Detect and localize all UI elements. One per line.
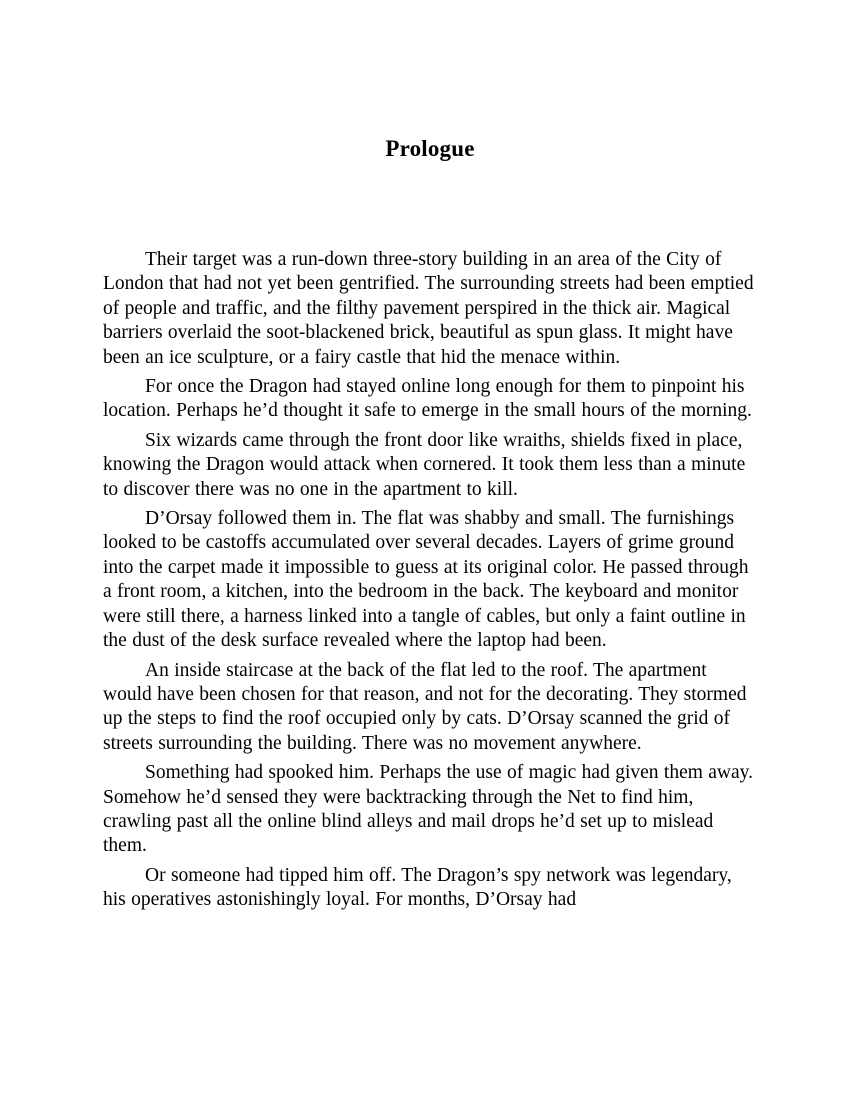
- paragraph: Their target was a run-down three-story building in an area of the City of London that had not yet been gentrified. The surrounding streets had been emptied of people and traffic, and the filthy pavement perspired in the thick air. Magical barriers overlaid the soot-blackened brick, beautiful as spun glass. It might have been an ice sculpture, or a fairy castle that hid the menace within.: [103, 249, 754, 368]
- paragraph: Something had spooked him. Perhaps the use of magic had given them away. Somehow he’d sensed they were backtracking through the Net to find him, crawling past all the online blind alleys and mail drops he’d set up to mislead them.: [103, 762, 754, 857]
- paragraph: For once the Dragon had stayed online long enough for them to pinpoint his location. Perhaps he’d thought it safe to emerge in the small hours of the morning.: [103, 376, 752, 422]
- chapter-title: Prologue: [385, 136, 475, 161]
- paragraph: An inside staircase at the back of the flat led to the roof. The apartment would have been chosen for that reason, and not for the decorating. They stormed up the steps to find the roof occupied only by cats. D’Orsay scanned the grid of streets surrounding the building. There was no movement anywhere.: [103, 659, 747, 754]
- paragraph: Or someone had tipped him off. The Dragon’s spy network was legendary, his operatives astonishingly loyal. For months, D’Orsay had: [103, 864, 732, 911]
- chapter-body: [103, 248, 757, 918]
- paragraph: Six wizards came through the front door like wraiths, shields fixed in place, knowing the Dragon would attack when cornered. It took them less than a minute to discover there was no one in the apartment to kill.: [103, 429, 746, 500]
- paragraph: D’Orsay followed them in. The flat was shabby and small. The furnishings looked to be castoffs accumulated over several decades. Layers of grime ground into the carpet made it impossible to guess at its original color. He passed through a front room, a kitchen, into the bedroom in the back. The keyboard and monitor were still there, a harness linked into a tangle of cables, but only a faint outline in the dust of the desk surface revealed where the laptop had been.: [103, 508, 749, 652]
